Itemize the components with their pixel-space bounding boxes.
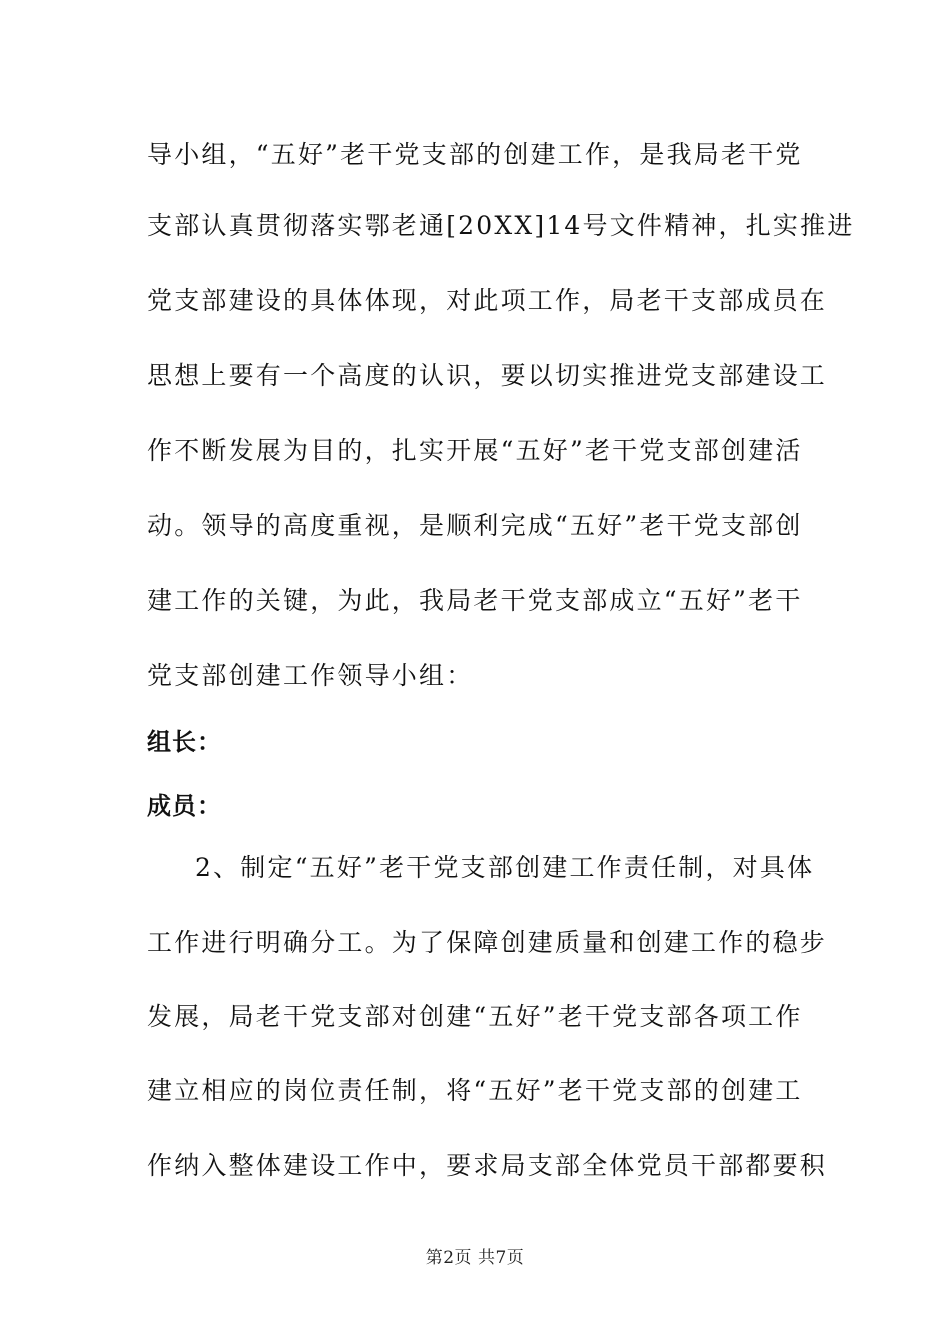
paragraph-line: 动。领导的高度重视，是顺利完成“五好”老干党支部创	[147, 511, 803, 540]
paragraph-line: 支部认真贯彻落实鄂老通[20XX]14号文件精神，扎实推进	[147, 211, 855, 240]
paragraph-line: 思想上要有一个高度的认识，要以切实推进党支部建设工	[147, 361, 828, 390]
paragraph-line: 党支部创建工作领导小组：	[147, 661, 474, 690]
paragraph-line: 发展，局老干党支部对创建“五好”老干党支部各项工作	[147, 1002, 803, 1031]
members-heading: 成员：	[147, 792, 222, 820]
paragraph-line: 导小组，“五好”老干党支部的创建工作，是我局老干党	[147, 140, 803, 169]
paragraph-line: 作纳入整体建设工作中，要求局支部全体党员干部都要积	[147, 1151, 828, 1180]
paragraph-line: 工作进行明确分工。为了保障创建质量和创建工作的稳步	[147, 928, 828, 957]
paragraph-line: 建立相应的岗位责任制，将“五好”老干党支部的创建工	[147, 1076, 803, 1105]
paragraph-line: 作不断发展为目的，扎实开展“五好”老干党支部创建活	[147, 436, 803, 465]
group-leader-heading: 组长：	[147, 728, 222, 756]
paragraph-line: 建工作的关键，为此，我局老干党支部成立“五好”老干	[147, 586, 803, 615]
page-number-footer: 第2页 共7页	[425, 1248, 525, 1268]
paragraph-line: 党支部建设的具体体现，对此项工作，局老干支部成员在	[147, 286, 828, 315]
paragraph-line: 2、制定“五好”老干党支部创建工作责任制，对具体	[195, 853, 815, 882]
